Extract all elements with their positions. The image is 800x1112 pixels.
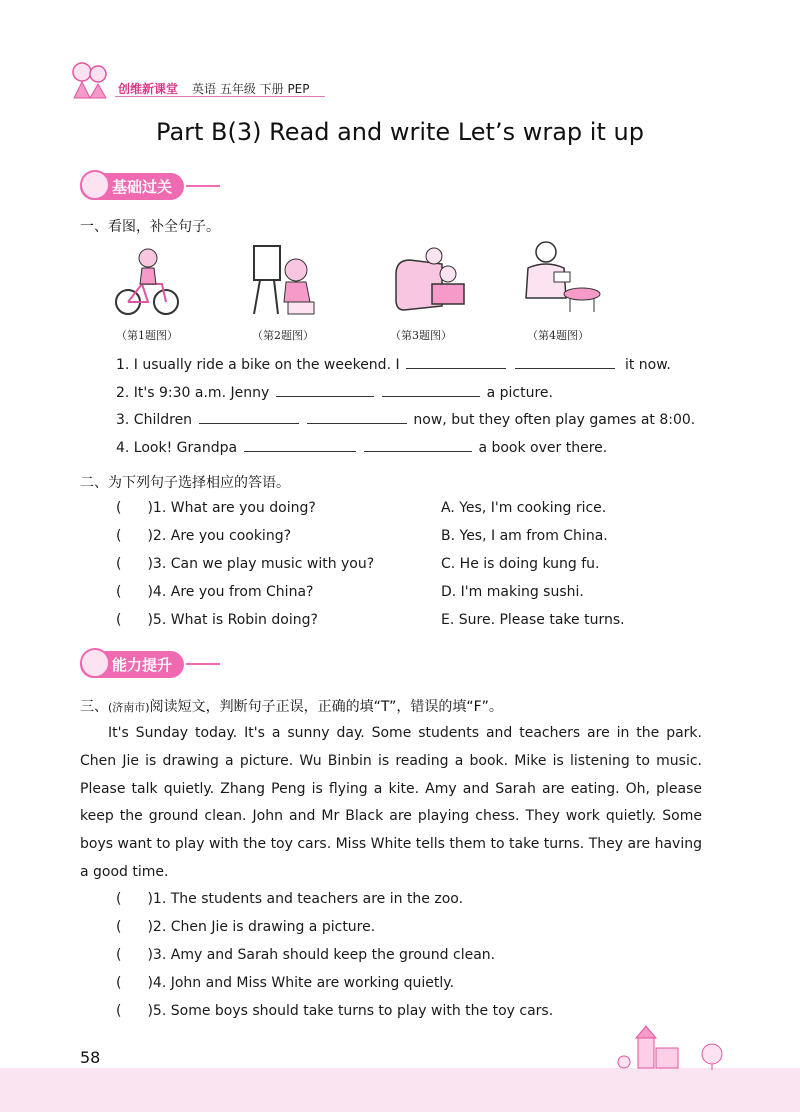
section-label: 基础过关 — [112, 177, 173, 196]
answer-paren[interactable]: ( — [116, 528, 122, 544]
question-source: (济南市) — [108, 701, 150, 714]
judge-statement-1 — [116, 891, 463, 907]
caption-3: （第3题图） — [390, 329, 452, 342]
section-label: 能力提升 — [112, 655, 173, 674]
statement-text: )4. John and Miss White are working quietly. — [147, 975, 455, 991]
fill-sentence-2 — [116, 382, 553, 401]
answer-paren[interactable]: ( — [116, 975, 122, 991]
question-heading: 二、为下列句子选择相应的答语。 — [80, 475, 290, 491]
header-brand: 创维新课堂 — [118, 82, 179, 96]
question-heading — [80, 696, 503, 716]
statement-text: )2. Chen Jie is drawing a picture. — [147, 919, 376, 935]
answer-paren[interactable]: ( — [116, 556, 122, 572]
sentence-text: 2. It's 9:30 a.m. Jenny — [116, 385, 270, 401]
match-answer-e: E. Sure. Please take turns. — [441, 612, 625, 628]
answer-paren[interactable]: ( — [116, 1003, 122, 1019]
answer-blank[interactable] — [515, 354, 615, 369]
statement-text: )5. Some boys should take turns to play with the toy cars. — [147, 1003, 554, 1019]
judge-statement-5 — [116, 1003, 553, 1019]
answer-blank[interactable] — [406, 354, 506, 369]
match-question-1 — [116, 500, 316, 516]
match-question-4 — [116, 584, 313, 600]
match-answer-d: D. I'm making sushi. — [441, 584, 584, 600]
picture-grandpa — [520, 238, 604, 318]
match-answer-c: C. He is doing kung fu. — [441, 556, 600, 572]
caption-1: （第1题图） — [116, 329, 178, 342]
question-text: )5. What is Robin doing? — [147, 612, 318, 628]
answer-blank[interactable] — [199, 409, 299, 424]
statement-text: )3. Amy and Sarah should keep the ground clean. — [147, 947, 496, 963]
passage-text: It's Sunday today. It's a sunny day. Some students and teachers are in the park. Chen Jie is drawing a picture. Wu Binbin is reading a book. Mike is listening to music. Please talk quietly. Zhang Peng is flying a kite. Amy and Sarah are eating. Oh, please keep the ground clean. John and Mr Black are playing chess. They work quietly. Some boys want to play with the toy cars. Miss White tells them to take turns. They are having a good time. — [80, 725, 702, 880]
smiley-icon — [80, 170, 110, 200]
judge-statement-2 — [116, 919, 375, 935]
sentence-text: a book over there. — [478, 440, 608, 456]
sentence-text: now, but they often play games at 8:00. — [413, 412, 696, 428]
section-badge-basic — [80, 172, 220, 200]
header-subject: 英语 五年级 下册 PEP — [192, 82, 310, 96]
sentence-text: a picture. — [486, 385, 553, 401]
page-title: Part B(3) Read and write Let’s wrap it up — [156, 118, 644, 146]
match-answer-a: A. Yes, I'm cooking rice. — [441, 500, 607, 516]
match-question-5 — [116, 612, 318, 628]
reading-passage — [80, 720, 702, 887]
question-text: )4. Are you from China? — [147, 584, 314, 600]
caption-2: （第2题图） — [252, 329, 314, 342]
match-answer-b: B. Yes, I am from China. — [441, 528, 608, 544]
statement-text: )1. The students and teachers are in the zoo. — [147, 891, 464, 907]
question-instruction: 阅读短文，判断句子正误，正确的填“T”，错误的填“F”。 — [149, 699, 503, 715]
badge-line — [186, 185, 220, 187]
header-divider — [115, 96, 325, 97]
section-badge-advanced — [80, 650, 220, 678]
page-number: 58 — [80, 1048, 101, 1067]
answer-blank[interactable] — [244, 437, 356, 452]
picture-bike — [112, 244, 182, 318]
judge-statement-4 — [116, 975, 454, 991]
picture-painting — [248, 240, 322, 318]
question-heading: 一、看图，补全句子。 — [80, 219, 220, 235]
question-prefix: 三、 — [80, 699, 108, 715]
footer-decoration — [616, 1024, 736, 1070]
answer-paren[interactable]: ( — [116, 919, 122, 935]
answer-blank[interactable] — [382, 382, 480, 397]
fill-sentence-4 — [116, 437, 607, 456]
match-question-3 — [116, 556, 374, 572]
caption-4: （第4题图） — [527, 329, 589, 342]
question-text: )2. Are you cooking? — [147, 528, 292, 544]
sentence-text: 1. I usually ride a bike on the weekend. I — [116, 357, 400, 373]
fill-sentence-3 — [116, 409, 695, 428]
sentence-text: 4. Look! Grandpa — [116, 440, 238, 456]
badge-line — [186, 663, 220, 665]
question-text: )3. Can we play music with you? — [147, 556, 375, 572]
answer-paren[interactable]: ( — [116, 500, 122, 516]
header-mascot — [68, 58, 112, 102]
match-question-2 — [116, 528, 291, 544]
sentence-text: 3. Children — [116, 412, 193, 428]
answer-blank[interactable] — [307, 409, 407, 424]
smiley-icon — [80, 648, 110, 678]
answer-paren[interactable]: ( — [116, 891, 122, 907]
answer-paren[interactable]: ( — [116, 947, 122, 963]
answer-blank[interactable] — [364, 437, 472, 452]
fill-sentence-1 — [116, 354, 671, 373]
judge-statement-3 — [116, 947, 495, 963]
answer-paren[interactable]: ( — [116, 584, 122, 600]
answer-paren[interactable]: ( — [116, 612, 122, 628]
sentence-text: it now. — [624, 357, 671, 373]
picture-sofa — [392, 244, 468, 318]
footer-band — [0, 1068, 800, 1112]
answer-blank[interactable] — [276, 382, 374, 397]
question-text: )1. What are you doing? — [147, 500, 316, 516]
